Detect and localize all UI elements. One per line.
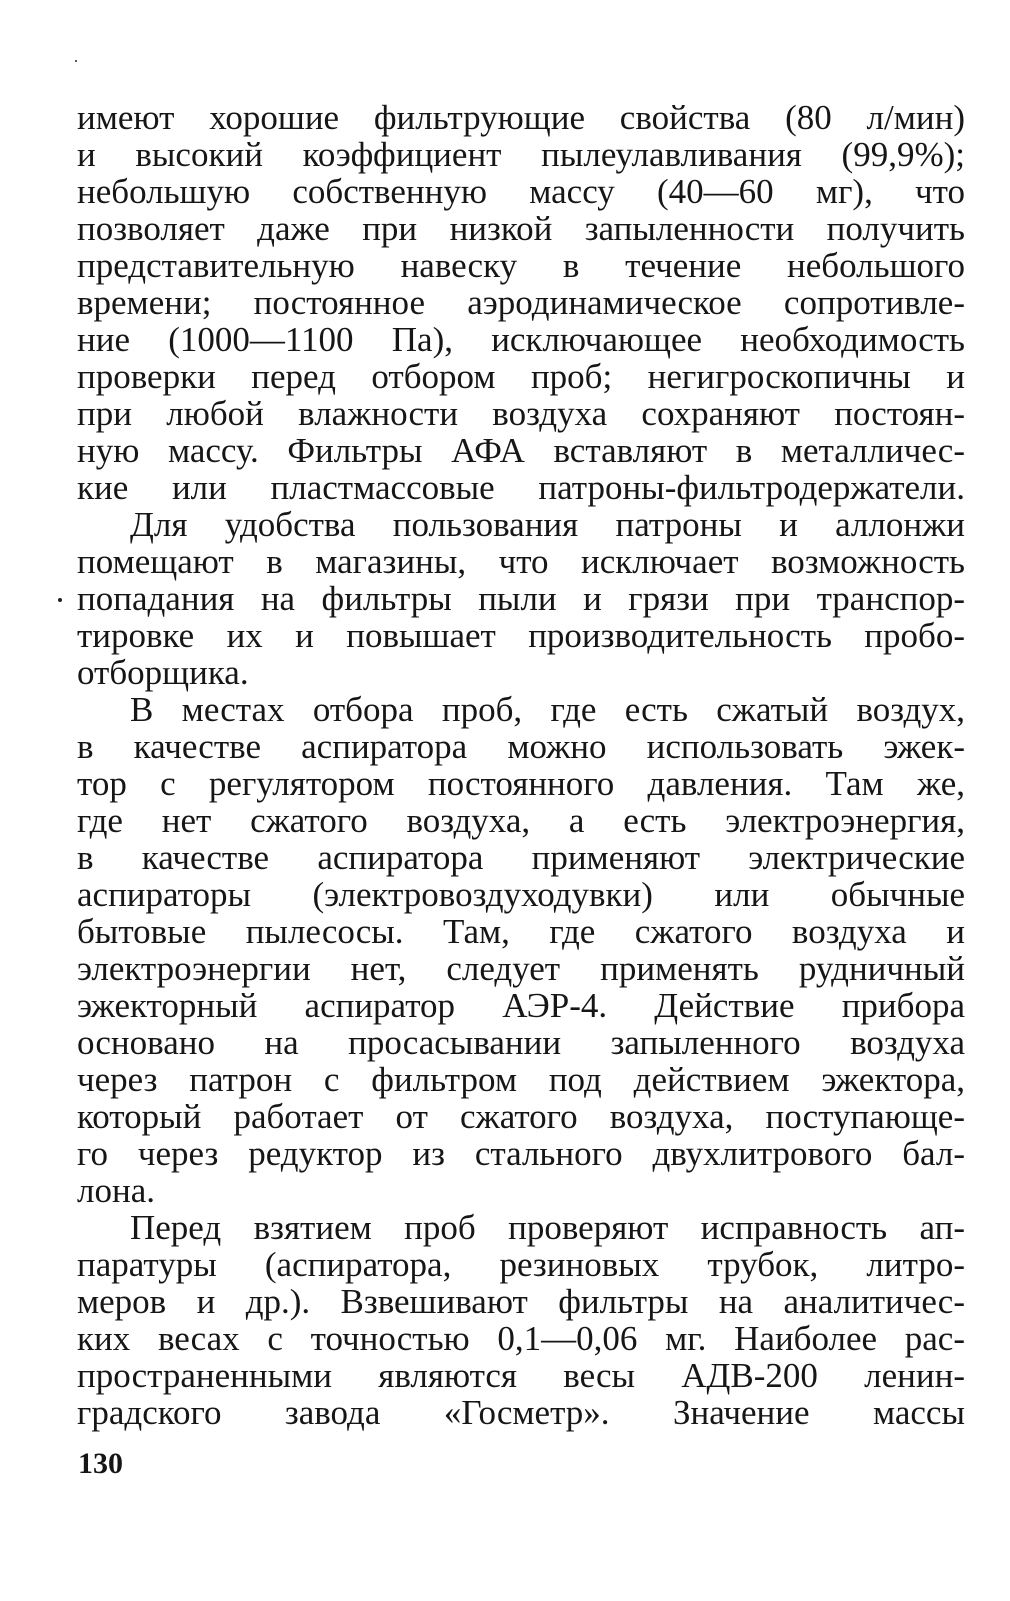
text-line: и высокий коэффициент пылеулавливания (99,9%); — [77, 135, 965, 174]
text-line: аспираторы (электровоздуходувки) или обычные — [77, 875, 965, 914]
text-line: тор с регулятором постоянного давления. Там же, — [77, 764, 965, 803]
text-line: в качестве аспиратора применяют электрические — [77, 838, 965, 877]
text-line: тировке их и повышает производительность пробо- — [77, 616, 965, 655]
text-line: меров и др.). Взвешивают фильтры на аналитичес- — [77, 1282, 965, 1321]
text-line: позволяет даже при низкой запыленности получить — [77, 209, 965, 248]
text-line: имеют хорошие фильтрующие свойства (80 л/мин) — [77, 98, 965, 137]
text-line: основано на просасывании запыленного воздуха — [77, 1023, 965, 1062]
text-line: небольшую собственную массу (40—60 мг), что — [77, 172, 965, 211]
text-line: градского завода «Госметр». Значение массы — [77, 1393, 965, 1432]
text-line: ную массу. Фильтры АФА вставляют в металличес- — [77, 431, 965, 470]
text-line: паратуры (аспиратора, резиновых трубок, литро- — [77, 1245, 965, 1284]
paragraph-last-line: лона. — [77, 1171, 155, 1210]
text-line: ких весах с точностью 0,1—0,06 мг. Наиболее рас- — [77, 1319, 965, 1358]
text-line: ние (1000—1100 Па), исключающее необходимость — [77, 320, 965, 359]
text-line: который работает от сжатого воздуха, поступающе- — [77, 1097, 965, 1136]
text-line: электроэнергии нет, следует применять рудничный — [77, 949, 965, 988]
text-line: го через редуктор из стального двухлитрового бал- — [77, 1134, 965, 1173]
print-speck — [58, 598, 62, 602]
paragraph-first-line: В местах отбора проб, где есть сжатый воздух, — [130, 690, 965, 729]
text-line: через патрон с фильтром под действием эжектора, — [77, 1060, 965, 1099]
text-line: бытовые пылесосы. Там, где сжатого воздуха и — [77, 912, 965, 951]
text-line: кие или пластмассовые патроны-фильтродержатели. — [77, 468, 965, 507]
paragraph-first-line: Для удобства пользования патроны и аллонжи — [130, 505, 965, 544]
text-line: при любой влажности воздуха сохраняют постоян- — [77, 394, 965, 433]
text-line: пространенными являются весы АДВ-200 ленин- — [77, 1356, 965, 1395]
text-line: времени; постоянное аэродинамическое сопротивле- — [77, 283, 965, 322]
text-line: попадания на фильтры пыли и грязи при транспор- — [77, 579, 965, 618]
page-number: 130 — [78, 1447, 123, 1480]
text-line: эжекторный аспиратор АЭР-4. Действие прибора — [77, 986, 965, 1025]
paragraph-last-line: отборщика. — [77, 653, 249, 692]
print-speck — [75, 60, 77, 62]
text-line: в качестве аспиратора можно использовать эжек- — [77, 727, 965, 766]
text-line: где нет сжатого воздуха, а есть электроэнергия, — [77, 801, 965, 840]
paragraph-first-line: Перед взятием проб проверяют исправность ап- — [130, 1208, 965, 1247]
text-line: представительную навеску в течение небольшого — [77, 246, 965, 285]
text-line: проверки перед отбором проб; негигроскопичны и — [77, 357, 965, 396]
text-line: помещают в магазины, что исключает возможность — [77, 542, 965, 581]
